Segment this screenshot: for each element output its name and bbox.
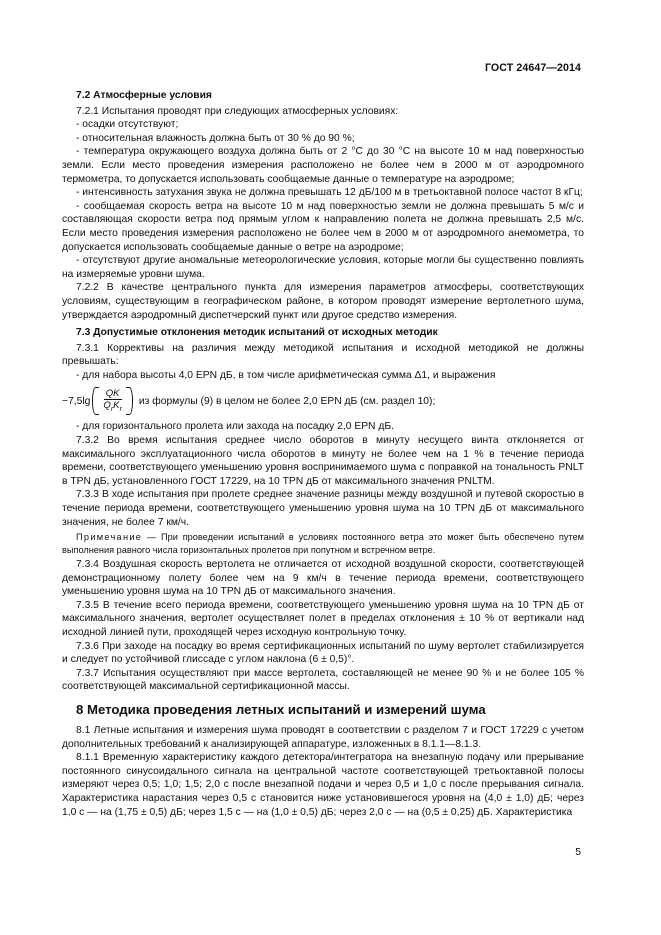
note-label: Примечание — [76, 532, 143, 543]
para-7-3-4: 7.3.4 Воздушная скорость вертолета не отличается от исходной воздушной скорости, соответствующей демонстрационному полету более чем на 9 км/ч в течение периода времени, соответствующего уменьшению уровня шума на 10 TPN дБ от максимального значения. — [62, 559, 584, 598]
list-item: - осадки отсутствуют; — [76, 119, 179, 131]
para-7-3-7: 7.3.7 Испытания осуществляют при массе вертолета, составляющей не менее 90 % и не более 105 % соответствующей максимальной сертификационной массы. — [62, 667, 584, 693]
formula-denominator: $Q_rK_r$ — [103, 400, 122, 413]
list-item: - для набора высоты 4,0 EPN дБ, в том числе арифметическая сумма Δ1, и выражения — [76, 369, 496, 381]
formula-numerator: QK — [105, 388, 120, 400]
list-item: - отсутствуют другие аномальные метеорологические условия, которые могли бы существенно повлиять на измеряемые уровни шума. — [62, 255, 584, 280]
para-7-2-2: 7.2.2 В качестве центрального пункта для измерения параметров атмосферы, соответствующих условиям, существующим в географическом районе, в котором проводят измерение вертолетного шума, утверждается аэродромный диспетчерский пункт или другое средство измерения. — [62, 282, 584, 321]
para-7-3-6: 7.3.6 При заходе на посадку во время сертификационных испытаний по шуму вертолет стабилизируется и следует по устойчивой глиссаде с углом наклона (6 ± 0,5)°. — [62, 640, 584, 666]
para-7-3-1: 7.3.1 Коррективы на различия между методикой испытания и исходной методикой не должны превышать: — [62, 342, 584, 368]
para-7-3-5: 7.3.5 В течение всего периода времени, соответствующего уменьшению уровня шума на 10 TPN дБ от максимального значения, вертолет осуществляет полет в пределах отклонения ± 10 % от вертикали над исходной линией пути, проходящей через исходную контрольную точку. — [62, 599, 584, 638]
list-item: - относительная влажность должна быть от 30 % до 90 %; — [76, 132, 355, 144]
formula — [62, 387, 139, 415]
para-8-1: 8.1 Летные испытания и измерения шума проводят в соответствии с разделом 7 и ГОСТ 17229 с учетом дополнительных требований к анализирующей аппаратуре, изложенных в 8.1.1—8.1.3. — [62, 724, 584, 750]
list-item: - для горизонтального пролета или захода на посадку 2,0 EPN дБ. — [76, 421, 394, 433]
section-7-3-title: 7.3 Допустимые отклонения методик испытаний от исходных методик — [76, 327, 438, 339]
para-8-1-1: 8.1.1 Временную характеристику каждого детектора/интегратора на внезапную подачу или прерывание постоянного синусоидального сигнала на центральной частоте соответствующей третьоктавной полосы измеряют через 0,5; 1,0; 1,5; 2,0 с после внезапной подачи и через 0,5 и 1,0 с после прерывания сигнала. Характеристика нарастания через 0,5 с становится ниже установившегося уровня на (4,0 ± 1,0) дБ; через 1,0 с — на (1,75 ± 0,5) дБ; через 1,5 с — на (1,0 ± 0,5) дБ; через 2,0 с — на (0,5 ± 0,25) дБ. Характеристика — [62, 752, 584, 818]
formula-prefix: −7,5lg — [62, 395, 91, 407]
formula-line — [62, 384, 584, 418]
right-paren-glyph — [126, 387, 133, 415]
standard-header: ГОСТ 24647—2014 — [484, 62, 581, 74]
section-7-2-title: 7.2 Атмосферные условия — [76, 90, 212, 101]
page-content — [62, 89, 584, 819]
list-item: - температура окружающего воздуха должна быть от 2 °С до 30 °С на высоте 10 м над поверхностью земли. Если место проведения измерения расположено не более чем в 2000 м от аэродромного термометра, то допускается использовать сообщаемые данные о температуре на аэродроме; — [62, 146, 584, 185]
left-paren-glyph — [92, 387, 99, 415]
list-item: - сообщаемая скорость ветра на высоте 10 м над поверхностью земли не должна превышать 5 м/с и составляющая скорости ветра под прямым углом к направлению полета не должна превышать 2,5 м/с. Если место проведения измерения расположено не более чем в 2000 м от аэродромного анемометра, то допускается использовать сообщаемые данные о ветре на аэродроме; — [62, 200, 584, 253]
note-text: — При проведении испытаний в условиях постоянного ветра это может быть обеспечено путем выполнения равного числа горизонтальных пролетов при попутном и встречном ветре. — [62, 532, 584, 555]
page-number: 5 — [575, 847, 581, 858]
para-7-2-1: 7.2.1 Испытания проводят при следующих атмосферных условиях: — [76, 105, 399, 117]
list-item: - интенсивность затухания звука не должна превышать 12 дБ/100 м в третьоктавной полосе частот 8 кГц; — [76, 187, 583, 199]
note — [62, 531, 584, 556]
formula-fraction — [101, 388, 124, 415]
section-8-title: 8 Методика проведения летных испытаний и измерений шума — [76, 701, 486, 717]
formula-suffix: из формулы (9) в целом не более 2,0 EPN дБ (см. раздел 10); — [138, 395, 436, 407]
para-7-3-3: 7.3.3 В ходе испытания при пролете среднее значение разницы между воздушной и путевой скоростью в течение периода времени, соответствующего уменьшению уровня шума на 10 TPN дБ от максимального значения, не более 7 км/ч. — [62, 489, 584, 528]
para-7-3-2: 7.3.2 Во время испытания среднее число оборотов в минуту несущего винта отклоняется от максимального эксплуатационного числа оборотов в минуту не более чем на 1 % в течение периода времени, соответствующего уменьшению уровня воспринимаемого шума с поправкой на тональность PNLT в TPN дБ, установленного ГОСТ 17229, на 10 TPN дБ от максимального значения PNLTM. — [62, 435, 584, 487]
